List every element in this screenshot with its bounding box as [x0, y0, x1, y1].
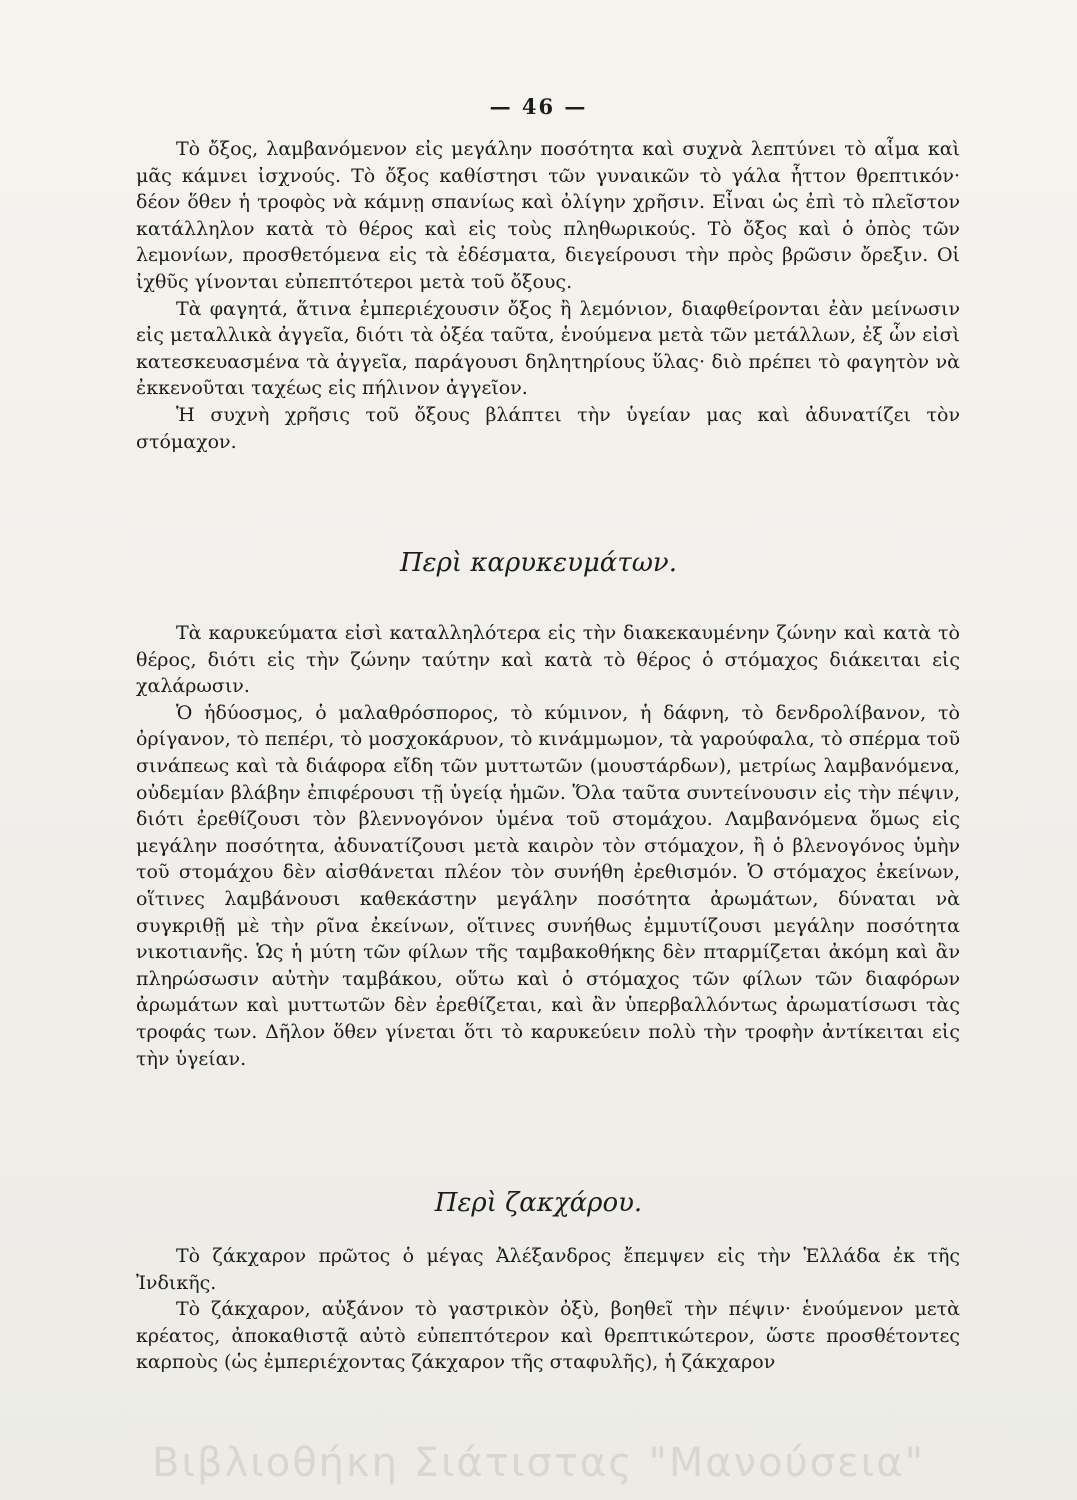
paragraph: Τὸ ζάκχαρον πρῶτος ὁ μέγας Ἀλέξανδρος ἔπεμψεν εἰς τὴν Ἑλλάδα ἐκ τῆς Ἰνδικῆς.: [136, 1245, 960, 1294]
section-sugar: [136, 1243, 960, 1376]
section-vinegar: [136, 136, 960, 455]
section-heading-sugar: Περὶ ζακχάρου.: [434, 1188, 643, 1218]
library-watermark: Βιβλιοθήκη Σιάτιστας "Μανούσεια": [152, 1440, 925, 1486]
section-spices: [136, 620, 960, 1072]
paragraph: Ἡ συχνὴ χρῆσις τοῦ ὄξους βλάπτει τὴν ὑγείαν μας καὶ ἀδυνατίζει τὸν στόμαχον.: [136, 403, 960, 453]
paragraph: Ὁ ἡδύοσμος, ὁ μαλαθρόσπορος, τὸ κύμινον, ἡ δάφνη, τὸ δενδρολίβανον, τὸ ὀρίγανον, τὸ πεπέρι, τὸ μοσχοκάρυον, τὸ κινάμμωμον, τὰ γαρούφαλα, τὸ σπέρμα τοῦ σινάπεως καὶ τὰ διάφορα εἴδη τῶν μυττωτῶν (μουστάρδων), μετρίως λαμβανόμενα, οὐδεμίαν βλάβην ἐπιφέρουσι τῇ ὑγείᾳ ἡμῶν. Ὅλα ταῦτα συντείνουσιν εἰς τὴν πέψιν, διότι ἐρεθίζουσι τὸν βλεννογόνον ὑμένα τοῦ στομάχου. Λαμβανόμενα ὅμως εἰς μεγάλην ποσότητα, ἀδυνατίζουσι μετὰ καιρὸν τὸν στόμαχον, ἢ ὁ βλενογόνος ὑμὴν τοῦ στομάχου δὲν αἰσθάνεται πλέον τὸν συνήθη ἐρεθισμόν. Ὁ στόμαχος ἐκείνων, οἵτινες λαμβάνουσι καθεκάστην μεγάλην ποσότητα ἀρωμάτων, δύναται νὰ συγκριθῇ μὲ τὴν ρῖνα ἐκείνων, οἵτινες συνήθως ἐμμυτίζουσι μεγάλην ποσότητα νικοτιανῆς. Ὡς ἡ μύτη τῶν φίλων τῆς ταμβακοθήκης δὲν πταρμίζεται ἀκόμη καὶ ἂν πληρώσωσιν αὐτὴν ταμβάκου, οὕτω καὶ ὁ στόμαχος τῶν φίλων τῶν διαφόρων ἀρωμάτων καὶ μυττωτῶν δὲν ἐρεθίζεται, καὶ ἂν ὑπερβαλλόντως ἀρωματίσωσι τὰς τροφάς των. Δῆλον ὅθεν γίνεται ὅτι τὸ καρυκεύειν πολὺ τὴν τροφὴν ἀντίκειται εἰς τὴν ὑγείαν.: [136, 701, 960, 1070]
paragraph: Τὰ φαγητά, ἅτινα ἐμπεριέχουσιν ὄξος ἢ λεμόνιον, διαφθείρονται ἐὰν μείνωσιν εἰς μεταλλικὰ ἀγγεῖα, διότι τὰ ὀξέα ταῦτα, ἑνούμενα μετὰ τῶν μετάλλων, ἐξ ὧν εἰσὶ κατεσκευασμένα τὰ ἀγγεῖα, παράγουσι δηλητηρίους ὕλας· διὸ πρέπει τὸ φαγητὸν νὰ ἐκκενοῦται ταχέως εἰς πήλινον ἀγγεῖον.: [136, 297, 960, 400]
paragraph: Τὰ καρυκεύματα εἰσὶ καταλληλότερα εἰς τὴν διακεκαυμένην ζώνην καὶ κατὰ τὸ θέρος, διότι εἰς τὴν ζώνην ταύτην καὶ κατὰ τὸ θέρος ὁ στόμαχος διάκειται εἰς χαλάρωσιν.: [136, 622, 960, 698]
paragraph: Τὸ ζάκχαρον, αὐξάνον τὸ γαστρικὸν ὀξὺ, βοηθεῖ τὴν πέψιν· ἑνούμενον μετὰ κρέατος, ἀποκαθιστᾷ αὐτὸ εὐπεπτότερον καὶ θρεπτικώτερον, ὥστε προσθέτοντες καρποὺς (ὡς ἐμπεριέχοντας ζάκχαρον τῆς σταφυλῆς), ἡ ζάκχαρον: [136, 1298, 960, 1374]
paragraph: Τὸ ὄξος, λαμβανόμενον εἰς μεγάλην ποσότητα καὶ συχνὰ λεπτύνει τὸ αἷμα καὶ μᾶς κάμνει ἰσχνούς. Τὸ ὄξος καθίστησι τῶν γυναικῶν τὸ γάλα ἧττον θρεπτικόν· δέον ὅθεν ἡ τροφὸς νὰ κάμνῃ σπανίως καὶ ὀλίγην χρῆσιν. Εἶναι ὡς ἐπὶ τὸ πλεῖστον κατάλληλον κατὰ τὸ θέρος καὶ εἰς τοὺς πληθωρικούς. Τὸ ὄξος καὶ ὁ ὀπὸς τῶν λεμονίων, προσθετόμενα εἰς τὰ ἐδέσματα, διεγείρουσι τὴν πρὸς βρῶσιν ὄρεξιν. Οἱ ἰχθῦς γίνονται εὐπεπτότεροι μετὰ τοῦ ὄξους.: [136, 138, 960, 293]
page-number: — 46 —: [489, 94, 588, 119]
section-heading-spices: Περὶ καρυκευμάτων.: [400, 548, 677, 578]
